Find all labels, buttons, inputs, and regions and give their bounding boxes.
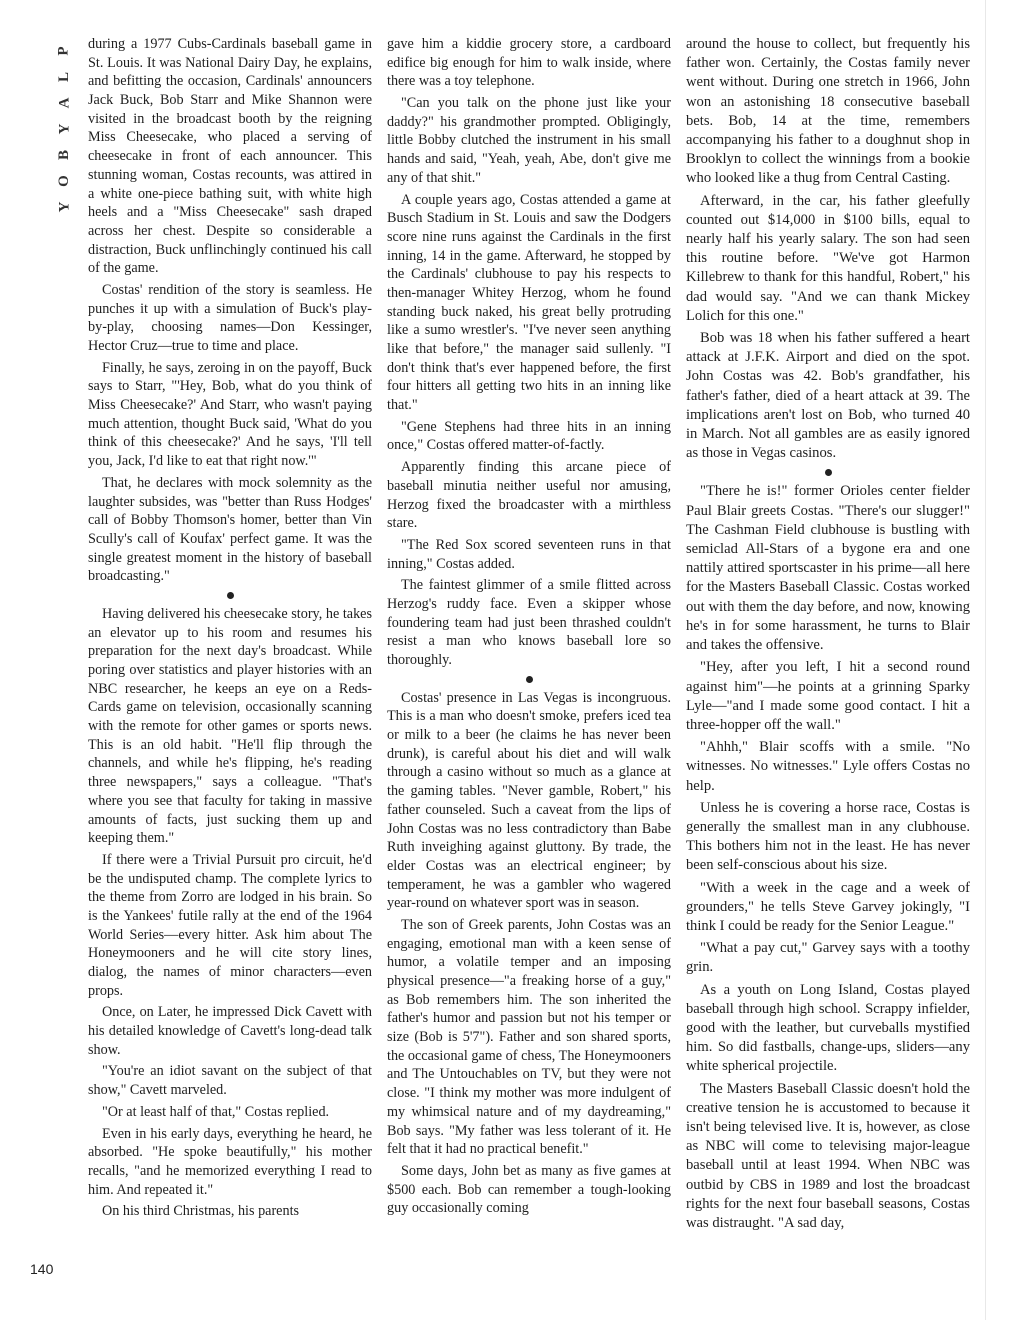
body-paragraph: "Can you talk on the phone just like your daddy?" his grandmother prompted. Obligingly, little Bobby clutched the instrument in his small hands and said, "Yeah, yeah, Abe, don't give me any of that shit." — [387, 95, 671, 186]
body-paragraph: "There he is!" former Orioles center fielder Paul Blair greets Costas. "There's our slugger!" The Cashman Field clubhouse is bustling with semiclad All-Stars of a bygone era and one nattily attired sportscaster in his prime—all here for the Masters Baseball Classic. Costas worked out with them the day before, and now, knowing he's in for some harassment, he turns to Blair and takes the offensive. — [686, 483, 970, 654]
body-paragraph: Bob was 18 when his father suffered a heart attack at J.F.K. Airport and died on the spot. John Costas was 42. Bob's grandfather, his father's father, died of a heart attack at 39. The implications aren't lost on Bob, who turned 40 in March. Not all gambles are as easily ignored as those in Vegas casinos. — [686, 330, 970, 462]
masthead-letter: A — [56, 97, 72, 109]
body-paragraph: "What a pay cut," Garvey says with a toothy grin. — [686, 940, 970, 976]
body-paragraph: Even in his early days, everything he heard, he absorbed. "He spoke beautifully," his mother recalls, "and he memorized everything I read to him. And repeated it." — [88, 1125, 372, 1198]
body-paragraph: gave him a kiddie grocery store, a cardboard edifice big enough for him to walk inside, where there was a toy telephone. — [387, 36, 671, 90]
body-paragraph: Having delivered his cheesecake story, he takes an elevator up to his room and resumes his preparation for the next day's broadcast. While poring over statistics and player histories with an NBC researcher, he keeps an eye on a Reds-Cards game on television, occasionally scanning with the remote for other games or sports news. This is an old habit. "He'll flip through the channels, and while he's flipping, he's reading three newspapers," says a colleague. "That's where you see that faculty for taking in massive amounts of facts, just sucking them up and keeping them." — [88, 605, 372, 847]
body-paragraph: around the house to collect, but frequently his father won. Certainly, the Costas family never went without. During one stretch in 1966, John won an astonishing 18 consecutive baseball bets. Bob, 14 at the time, remembers accompanying his father to a doughnut shop in Brooklyn to collect the winnings from a bookie who looked like a thug from Central Casting. — [686, 36, 970, 187]
page-edge — [985, 0, 986, 1320]
body-paragraph: Afterward, in the car, his father gleefully counted out $14,000 in $100 bills, equal to nearly half his yearly salary. The son had seen this routine before. "We've got Harmon Killebrew to thank for this handful, Robert," his dad would say. "And we can thank Mickey Lolich for this one." — [686, 192, 970, 324]
body-paragraph: Unless he is covering a horse race, Costas is generally the smallest man in any clubhouse. This bothers him not in the least. He has never been self-conscious about his size. — [686, 799, 970, 874]
body-paragraph: Costas' presence in Las Vegas is incongruous. This is a man who doesn't smoke, prefers iced tea or milk to a beer (he claims he has never been drunk), is careful about his diet and will walk through a casino without so much as a glance at the gaming tables. "Never gamble, Robert," his father counseled. Such a caveat from the lips of John Costas was no less contradictory than Babe Ruth inveighing against gluttony. By trade, the elder Costas was an electrical engineer; by temperament, he was a gambler who wagered year-round on whatever sport was in season. — [387, 689, 671, 912]
body-paragraph: A couple years ago, Costas attended a game at Busch Stadium in St. Louis and saw the Dodgers score nine runs against the Cardinals in the first inning, 14 in the game. Afterward, he stopped by the Cardinals' clubhouse to pay his respects to then-manager Whitey Herzog, whom he found standing buck naked, his great belly protruding like a sumo wrestler's. "I've never seen anything like that before," the manager said sullenly. "I don't think that's ever happened before, the first four hitters all getting two hits in an inning like that." — [387, 191, 671, 414]
text-column-2 — [387, 35, 671, 1221]
body-paragraph: "You're an idiot savant on the subject of that show," Cavett marveled. — [88, 1063, 372, 1099]
body-paragraph: Some days, John bet as many as five games at $500 each. Bob can remember a tough-looking guy occasionally coming — [387, 1162, 671, 1217]
body-paragraph: during a 1977 Cubs-Cardinals baseball game in St. Louis. It was National Dairy Day, he explains, and befitting the occasion, Cardinals' announcers Jack Buck, Bob Starr and Mike Shannon were visited in the broadcast booth by the reigning Miss Cheesecake, who placed a serving of cheesecake in front of each announcer. This stunning woman, Costas recounts, was attired in a white one-piece bathing suit, with white high heels and a "Miss Cheesecake" sash draped across her chest. Despite so considerable a distraction, Buck unflinchingly continued his call of the game. — [88, 36, 372, 277]
text-column-1 — [88, 35, 372, 1224]
masthead-letter: L — [55, 71, 72, 83]
masthead-letter: Y — [56, 123, 72, 135]
masthead — [54, 38, 74, 220]
body-paragraph: "Gene Stephens had three hits in an inning once," Costas offered matter-of-factly. — [387, 418, 671, 454]
body-paragraph: Apparently finding this arcane piece of baseball minutia neither useful nor amusing, Herzog fixed the broadcaster with a mirthless stare. — [387, 459, 671, 532]
body-paragraph: That, he declares with mock solemnity as the laughter subsides, was "better than Russ Hodges' call of Bobby Thomson's homer, better than Vin Scully's call of Koufax' perfect game. It was the single greatest moment in the history of baseball broadcasting." — [88, 474, 372, 585]
body-paragraph: Costas' rendition of the story is seamless. He punches it up with a simulation of Buck's play-by-play, choosing names—Don Kessinger, Hector Cruz—true to time and place. — [88, 281, 372, 354]
text-column-3 — [686, 35, 970, 1236]
body-paragraph: "Or at least half of that," Costas replied. — [102, 1103, 330, 1120]
body-paragraph: As a youth on Long Island, Costas played baseball through high school. Scrappy infielder, good with the leather, but curveballs mystified him. So did fastballs, change-ups, sliders—any white spherical projectile. — [686, 981, 970, 1075]
body-paragraph: If there were a Trivial Pursuit pro circuit, he'd be the undisputed champ. The complete lyrics to the theme from Zorro are lodged in his brain. So is the Yankees' futile rally at the end of the 1964 World Series—every hitter. Ask him about The Honeymooners and he will cite story lines, dialog, the names of minor characters—even props. — [88, 851, 372, 999]
body-paragraph: "Hey, after you left, I hit a second round against him"—he points at a grinning Sparky Lyle—"and I made some good contact. I hit a three-hopper off the wall." — [686, 659, 970, 733]
masthead-letter: P — [55, 46, 72, 56]
body-paragraph: The Masters Baseball Classic doesn't hold the creative tension he is accustomed to because it isn't being televised live. It is, however, as close as NBC will come to televising major-league baseball until at least 1994. When NBC was outbid by CBS in 1989 and lost the broadcast rights for the next four baseball seasons, Costas was distraught. "A sad day, — [686, 1080, 970, 1231]
body-paragraph: Finally, he says, zeroing in on the payoff, Buck says to Starr, "'Hey, Bob, what do you think of Miss Cheesecake?' And Starr, who wasn't paying much attention, thought Buck said, 'What do you think of this cheesecake?' And he says, 'I'll tell you, Jack, I'd like to eat that right now.'" — [88, 359, 372, 470]
masthead-letter: B — [55, 149, 72, 161]
section-break-dot — [227, 592, 234, 599]
section-break-dot — [526, 676, 533, 683]
section-break-dot — [825, 469, 832, 476]
body-paragraph: Once, on Later, he impressed Dick Cavett with his detailed knowledge of Cavett's long-dead talk show. — [88, 1004, 372, 1058]
masthead-letter: O — [55, 175, 72, 187]
body-paragraph: "Ahhh," Blair scoffs with a smile. "No witnesses. No witnesses." Lyle offers Costas no help. — [686, 739, 970, 794]
body-paragraph: The faintest glimmer of a smile flitted across Herzog's ruddy face. Even a skipper whose foundering team had just been thrashed couldn't resist a man who knows baseball lore so thoroughly. — [387, 577, 671, 668]
body-paragraph: The son of Greek parents, John Costas was an engaging, emotional man with a keen sense of humor, a volatile temper and an imposing physical presence—"a freaking horse of a guy," as Bob remembers him. The son inherited the father's humor and passion but not his temper or size (Bob is 5'7"). Father and son shared sports, the occasional game of chess, The Honeymooners and The Untouchables on TV, but they were not close. "I think my mother was more indulgent of my whimsical nature and of my daydreaming," Bob says. "My father was less tolerant of it. He felt that it had no practical benefit." — [387, 916, 671, 1158]
body-paragraph: "With a week in the cage and a week of grounders," he tells Steve Garvey jokingly, "I think I could be ready for the Senior League." — [686, 879, 970, 934]
body-paragraph: "The Red Sox scored seventeen runs in that inning," Costas added. — [387, 536, 671, 572]
body-paragraph: On his third Christmas, his parents — [102, 1203, 300, 1220]
masthead-letter: Y — [56, 201, 72, 213]
page-number: 140 — [30, 1261, 54, 1277]
